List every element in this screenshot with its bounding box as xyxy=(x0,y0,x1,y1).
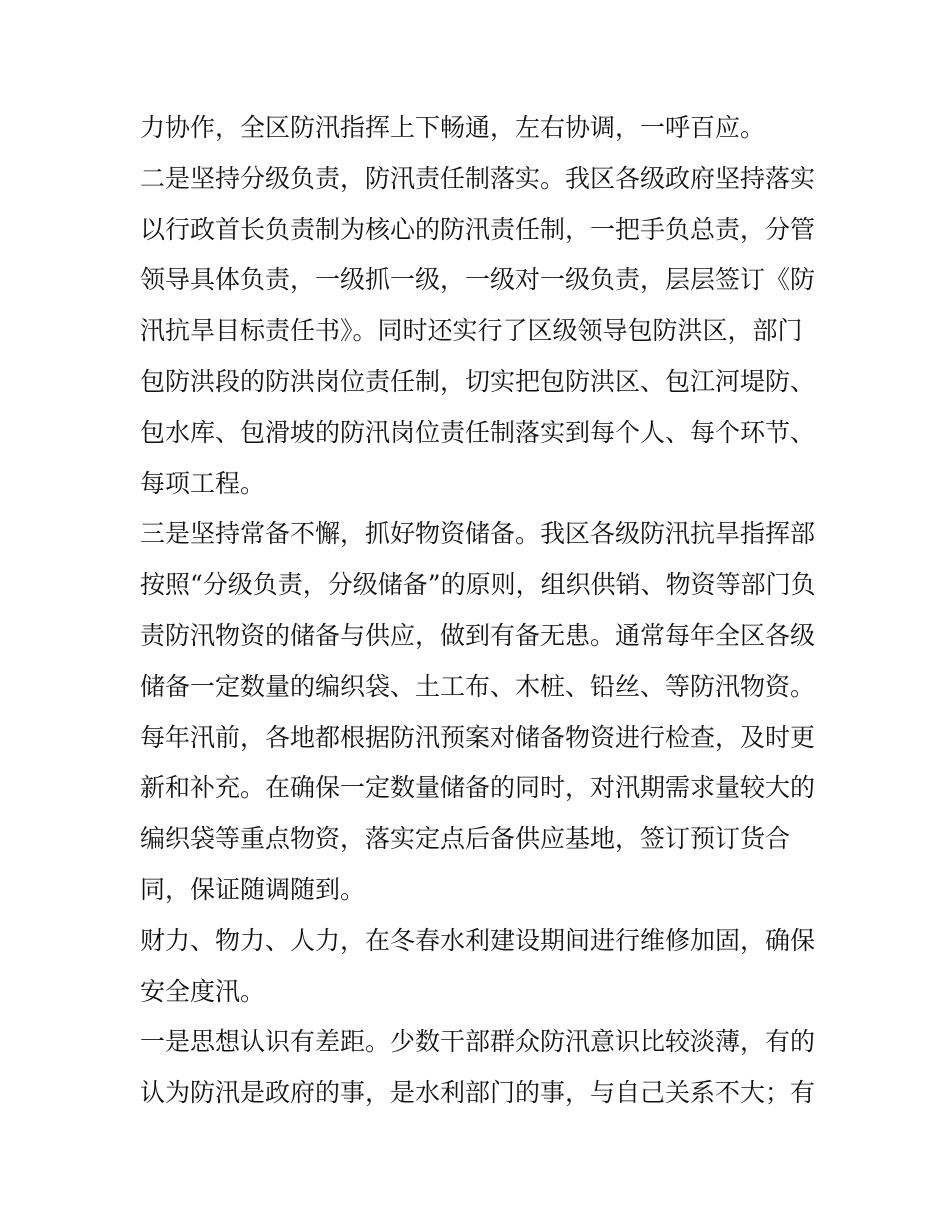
text-line: 认为防汛是政府的事，是水利部门的事，与自己关系不大；有 xyxy=(140,1078,816,1108)
text-line: 一是思想认识有差距。少数干部群众防汛意识比较淡薄，有的 xyxy=(140,1027,816,1057)
text-line: 三是坚持常备不懈，抓好物资储备。我区各级防汛抗旱指挥部 xyxy=(140,519,816,549)
text-line: 同，保证随调随到。 xyxy=(140,874,366,904)
text-line: 按照“分级负责，分级储备”的原则，组织供销、物资等部门负 xyxy=(140,570,816,600)
text-line: 领导具体负责，一级抓一级，一级对一级负责，层层签订《防 xyxy=(140,265,816,295)
text-line: 编织袋等重点物资，落实定点后备供应基地，签订预订货合 xyxy=(140,824,791,854)
document-body xyxy=(140,103,820,1119)
text-line: 汛抗旱目标责任书》。同时还实行了区级领导包防洪区，部门 xyxy=(140,316,803,346)
text-line: 储备一定数量的编织袋、土工布、木桩、铅丝、等防汛物资。 xyxy=(140,671,816,701)
text-line: 安全度汛。 xyxy=(140,976,266,1006)
text-line: 每项工程。 xyxy=(140,468,266,498)
text-line: 新和补充。在确保一定数量储备的同时，对汛期需求量较大的 xyxy=(140,773,816,803)
text-line: 力协作，全区防汛指挥上下畅通，左右协调，一呼百应。 xyxy=(140,113,766,142)
text-line: 二是坚持分级负责，防汛责任制落实。我区各级政府坚持落实 xyxy=(140,163,816,193)
text-line: 以行政首长负责制为核心的防汛责任制，一把手负总责，分管 xyxy=(140,214,816,244)
text-line: 责防汛物资的储备与供应，做到有备无患。通常每年全区各级 xyxy=(140,620,816,650)
text-line: 包防洪段的防洪岗位责任制，切实把包防洪区、包江河堤防、 xyxy=(140,366,816,396)
text-line: 包水库、包滑坡的防汛岗位责任制落实到每个人、每个环节、 xyxy=(140,417,816,447)
text-line: 财力、物力、人力，在冬春水利建设期间进行维修加固，确保 xyxy=(140,925,816,955)
text-line: 每年汛前，各地都根据防汛预案对储备物资进行检查，及时更 xyxy=(140,722,816,752)
